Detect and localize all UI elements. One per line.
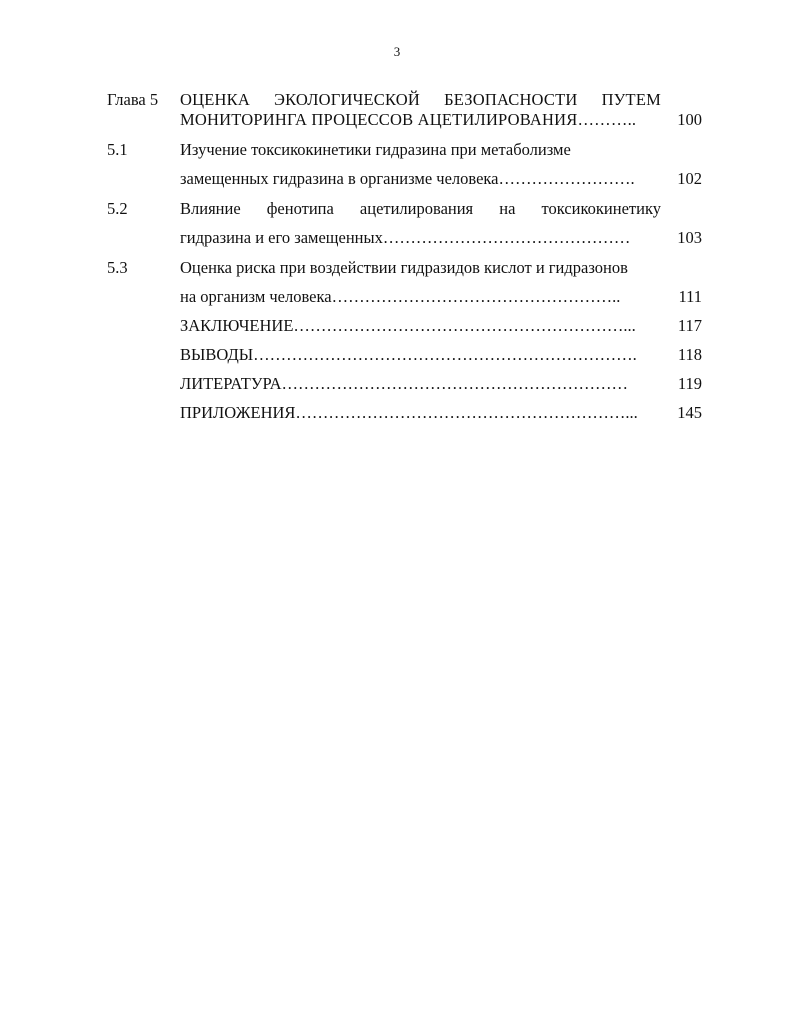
toc-entry-label: 5.3 bbox=[107, 258, 128, 277]
toc-entry-page: 117 bbox=[677, 316, 702, 335]
toc-entry-page: 118 bbox=[677, 345, 702, 364]
toc-entry-title: ПРИЛОЖЕНИЯ……………………………………………………... bbox=[180, 403, 638, 422]
toc-entry-title: ЗАКЛЮЧЕНИЕ……………………………………………………... bbox=[180, 316, 636, 335]
toc-entry-title-line-1: ОЦЕНКА ЭКОЛОГИЧЕСКОЙ БЕЗОПАСНОСТИ ПУТЕМ bbox=[180, 90, 661, 109]
toc-entry-title-line-2: замещенных гидразина в организме человека……………………. bbox=[180, 169, 635, 188]
toc-entry-title: ЛИТЕРАТУРА……………………………………………………… bbox=[180, 374, 629, 393]
toc-entry-page: 119 bbox=[677, 374, 702, 393]
toc-entry-label: 5.2 bbox=[107, 199, 128, 218]
toc-entry-page: 100 bbox=[677, 110, 702, 129]
toc-entry-title-line-2: гидразина и его замещенных……………………………………… bbox=[180, 228, 631, 247]
toc-entry-title-line-1: Изучение токсикокинетики гидразина при метаболизме bbox=[180, 140, 571, 159]
toc-entry-label: 5.1 bbox=[107, 140, 128, 159]
page-number: 3 bbox=[393, 44, 401, 59]
toc-entry-title-line-2: МОНИТОРИНГА ПРОЦЕССОВ АЦЕТИЛИРОВАНИЯ……….. bbox=[180, 110, 637, 129]
toc-entry-label: Глава 5 bbox=[107, 90, 159, 109]
toc-entry-title-line-1: Влияние фенотипа ацетилирования на токсикокинетику bbox=[180, 199, 661, 218]
toc-entry-title: ВЫВОДЫ……………………………………………………………. bbox=[180, 345, 637, 364]
toc-entry-page: 145 bbox=[677, 403, 702, 422]
toc-entry-page: 102 bbox=[677, 169, 702, 188]
toc-entry-title-line-2: на организм человека…………………………………………….. bbox=[180, 287, 621, 306]
toc-entry-page: 111 bbox=[678, 287, 702, 306]
toc-entry-title-line-1: Оценка риска при воздействии гидразидов кислот и гидразонов bbox=[180, 258, 628, 277]
toc-entry-page: 103 bbox=[677, 228, 702, 247]
